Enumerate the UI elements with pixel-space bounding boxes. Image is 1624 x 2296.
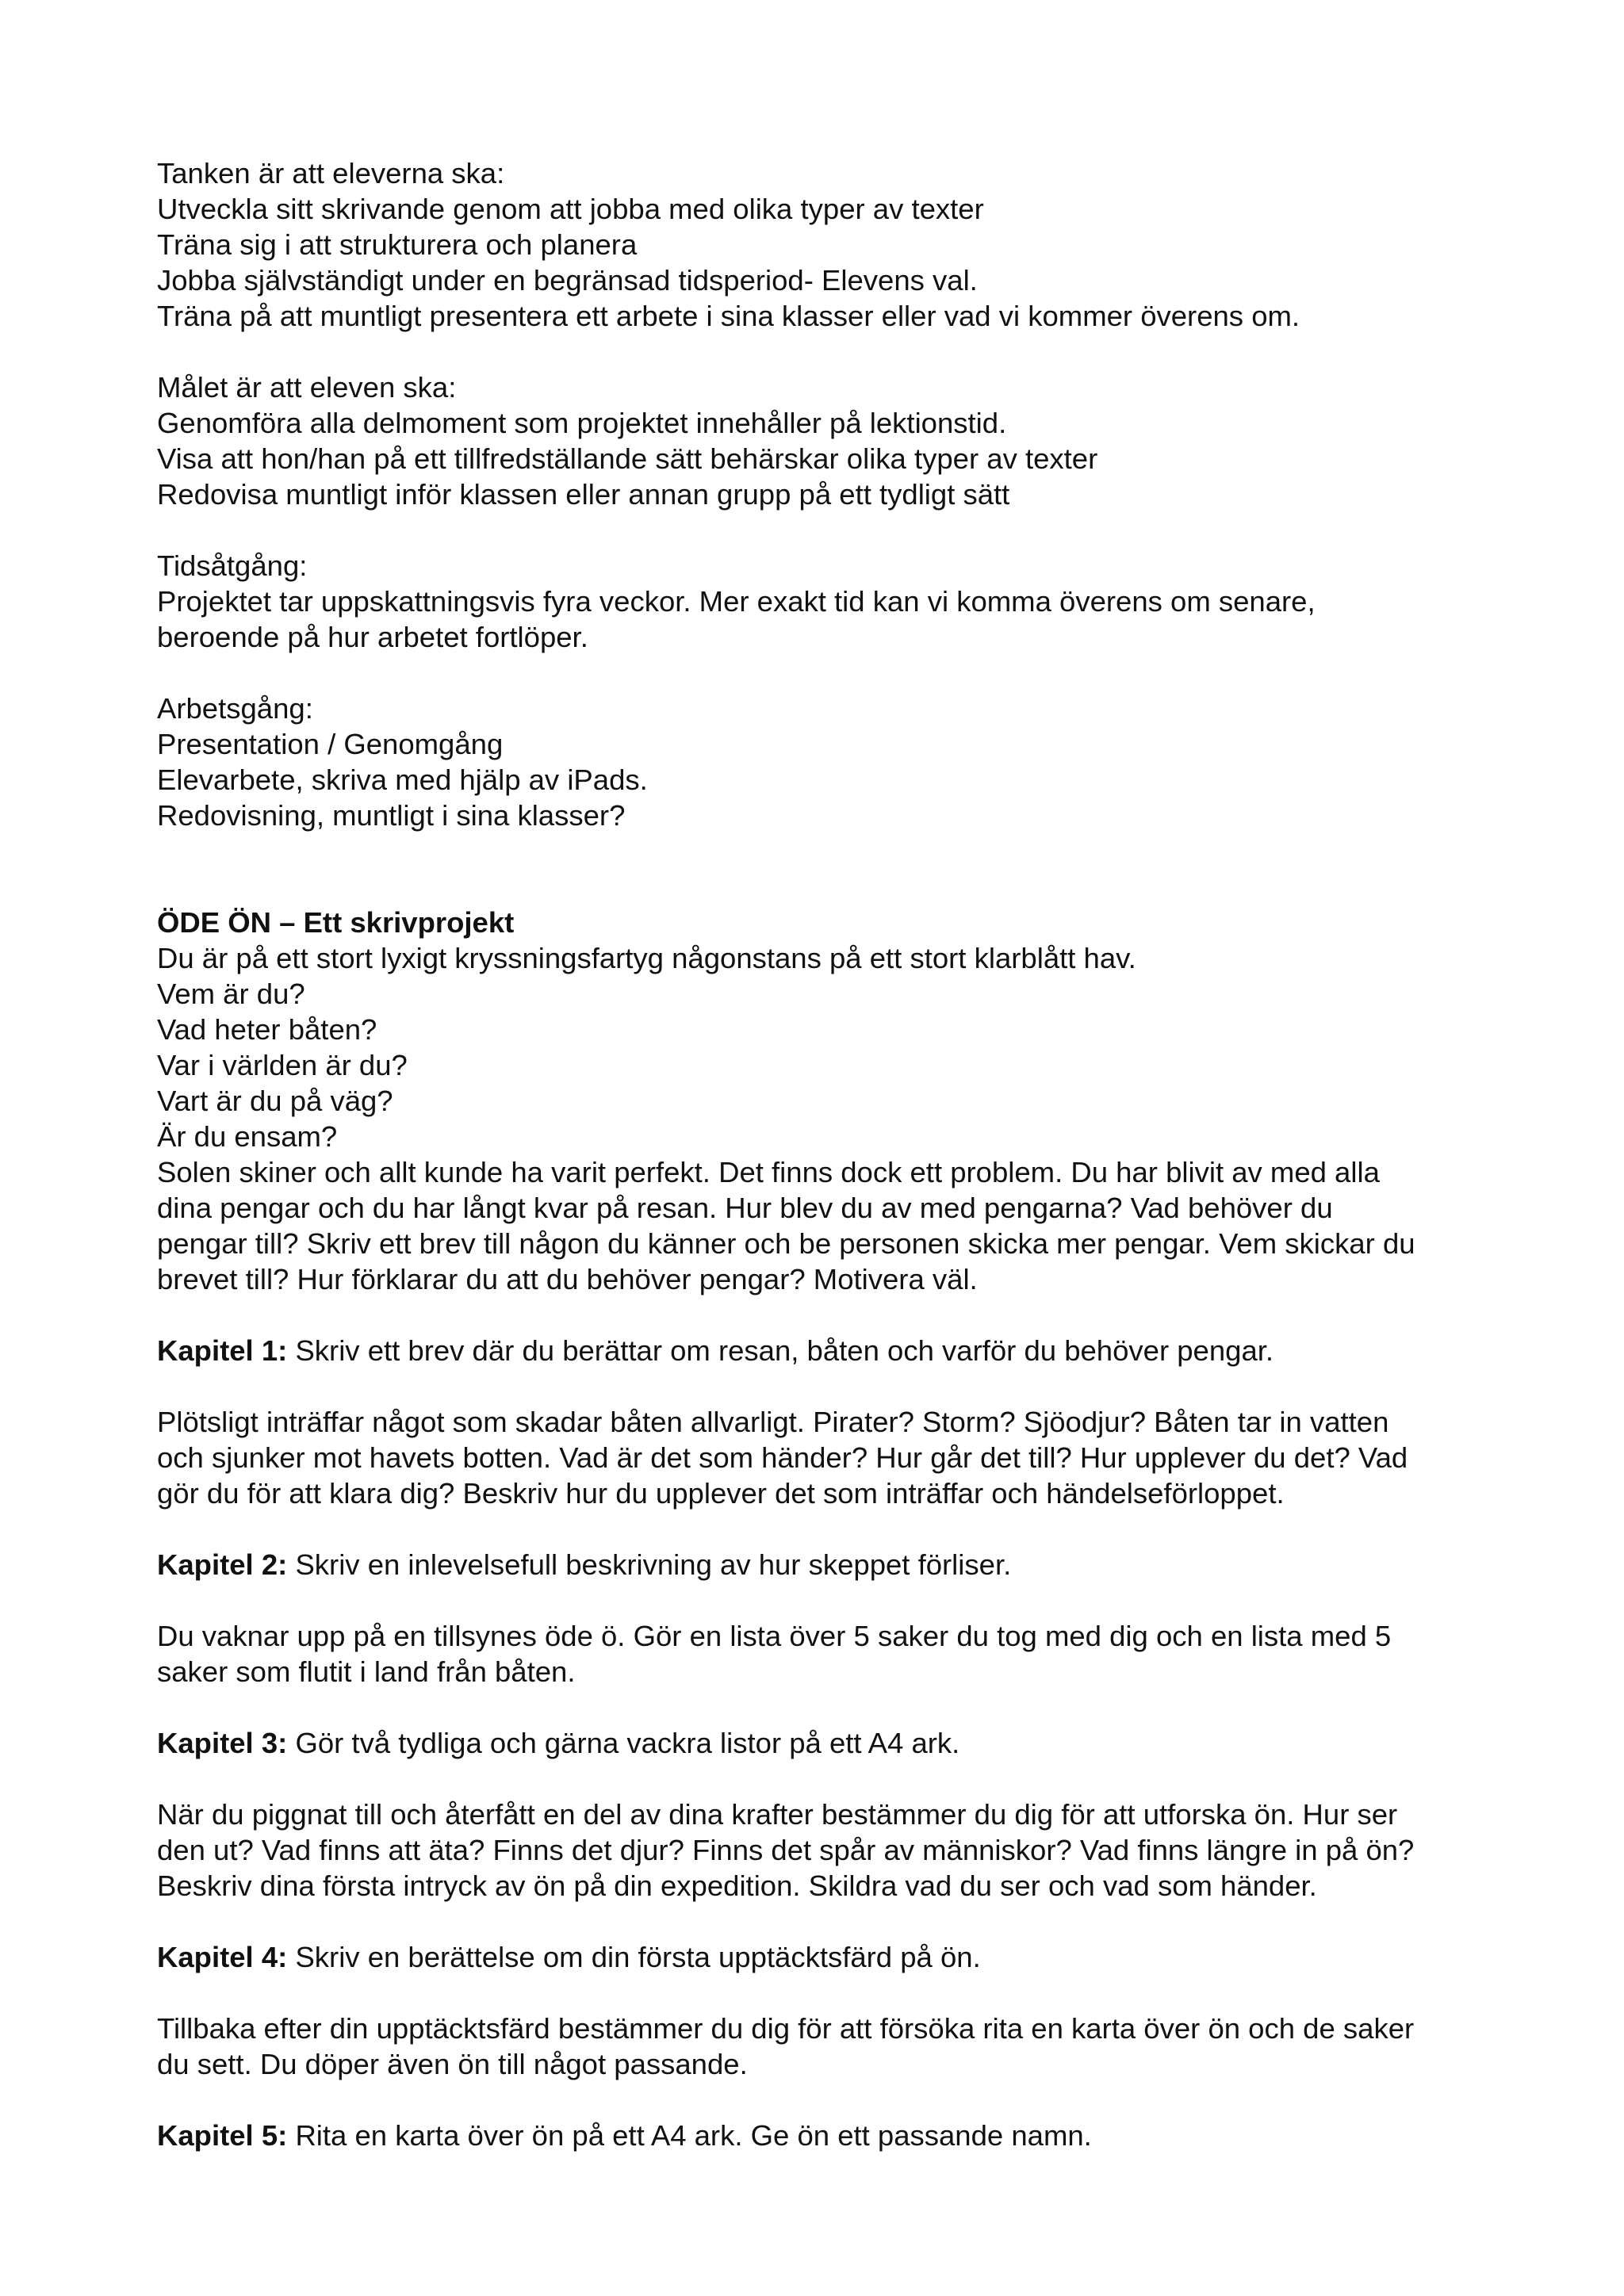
paragraph-line: och sjunker mot havets botten. Vad är det som händer? Hur går det till? Hur upplever du det? Vad — [157, 1441, 1408, 1474]
time-section — [157, 548, 1489, 655]
spacer — [157, 1689, 1489, 1725]
paragraph-line: saker som flutit i land från båten. — [157, 1655, 576, 1688]
workflow-heading: Arbetsgång: — [157, 692, 313, 725]
paragraph-line: den ut? Vad finns att äta? Finns det djur? Finns det spår av människor? Vad finns längre in på ön? — [157, 1834, 1415, 1866]
chapter-2 — [157, 1547, 1489, 1582]
workflow-item: Redovisning, muntligt i sina klasser? — [157, 799, 626, 832]
chapter-3-text: Gör två tydliga och gärna vackra listor på ett A4 ark. — [287, 1727, 960, 1759]
spacer — [157, 833, 1489, 905]
chapter-4-label: Kapitel 4: — [157, 1941, 288, 1973]
goals-section — [157, 369, 1489, 512]
project-intro-line: dina pengar och du har långt kvar på resan. Hur blev du av med pengarna? Vad behöver du — [157, 1192, 1333, 1224]
intro-section — [157, 155, 1489, 334]
document-page — [157, 155, 1489, 2153]
time-line: beroende på hur arbetet fortlöper. — [157, 621, 588, 653]
paragraph-line: Beskriv dina första intryck av ön på din expedition. Skildra vad du ser och vad som händer. — [157, 1869, 1317, 1902]
goals-heading: Målet är att eleven ska: — [157, 371, 457, 404]
chapter-5-text: Rita en karta över ön på ett A4 ark. Ge ön ett passande namn. — [287, 2119, 1092, 2152]
project-intro-line: Solen skiner och allt kunde ha varit perfekt. Det finns dock ett problem. Du har blivit av med alla — [157, 1156, 1380, 1188]
project-intro-line: pengar till? Skriv ett brev till någon du känner och be personen skicka mer pengar. Vem skickar du — [157, 1227, 1415, 1260]
chapter-1-label: Kapitel 1: — [157, 1334, 288, 1367]
spacer — [157, 1511, 1489, 1547]
project-intro-line: Vart är du på väg? — [157, 1085, 393, 1117]
chapter-1 — [157, 1333, 1489, 1368]
project-intro-line: Vad heter båten? — [157, 1013, 377, 1046]
chapter-2-text: Skriv en inlevelsefull beskrivning av hur skeppet förliser. — [287, 1548, 1012, 1581]
project-intro-line: brevet till? Hur förklarar du att du behöver pengar? Motivera väl. — [157, 1263, 978, 1295]
spacer — [157, 1761, 1489, 1797]
chapter-5-label: Kapitel 5: — [157, 2119, 288, 2152]
spacer — [157, 1297, 1489, 1333]
spacer — [157, 2082, 1489, 2118]
chapter-4 — [157, 1939, 1489, 1975]
chapter-1-text: Skriv ett brev där du berättar om resan, båten och varför du behöver pengar. — [287, 1334, 1274, 1367]
spacer — [157, 1582, 1489, 1618]
goals-item: Redovisa muntligt inför klassen eller annan grupp på ett tydligt sätt — [157, 478, 1010, 511]
chapter-3-label: Kapitel 3: — [157, 1727, 288, 1759]
intro-item: Träna sig i att strukturera och planera — [157, 228, 638, 261]
time-heading: Tidsåtgång: — [157, 549, 308, 582]
chapter-2-label: Kapitel 2: — [157, 1548, 288, 1581]
project-intro-line: Du är på ett stort lyxigt kryssningsfartyg någonstans på ett stort klarblått hav. — [157, 942, 1136, 974]
paragraph-line: Plötsligt inträffar något som skadar båten allvarligt. Pirater? Storm? Sjöodjur? Båten tar in vatten — [157, 1406, 1389, 1438]
project-intro-line: Vem är du? — [157, 978, 305, 1010]
paragraph-line: Du vaknar upp på en tillsynes öde ö. Gör en lista över 5 saker du tog med dig och en lista med 5 — [157, 1620, 1392, 1652]
chapter-5 — [157, 2118, 1489, 2153]
paragraph-line: Tillbaka efter din upptäcktsfärd bestämmer du dig för att försöka rita en karta över ön och de saker — [157, 2012, 1415, 2045]
paragraph-line: gör du för att klara dig? Beskriv hur du upplever det som inträffar och händelseförloppet. — [157, 1477, 1285, 1510]
workflow-section — [157, 691, 1489, 833]
workflow-item: Presentation / Genomgång — [157, 728, 504, 760]
intro-item: Träna på att muntligt presentera ett arbete i sina klasser eller vad vi kommer överens om. — [157, 300, 1300, 332]
intro-item: Jobba självständigt under en begränsad tidsperiod- Elevens val. — [157, 264, 978, 297]
paragraph-line: När du piggnat till och återfått en del av dina krafter bestämmer du dig för att utforska ön. Hur ser — [157, 1798, 1398, 1831]
spacer — [157, 1368, 1489, 1404]
spacer — [157, 512, 1489, 548]
chapter-4-text: Skriv en berättelse om din första upptäcktsfärd på ön. — [287, 1941, 981, 1973]
project-title: ÖDE ÖN – Ett skrivprojekt — [157, 906, 515, 939]
project-intro-line: Är du ensam? — [157, 1120, 338, 1153]
intro-item: Utveckla sitt skrivande genom att jobba med olika typer av texter — [157, 193, 984, 225]
project-section — [157, 905, 1489, 2153]
project-intro-line: Var i världen är du? — [157, 1049, 408, 1081]
paragraph-line: du sett. Du döper även ön till något passande. — [157, 2048, 748, 2080]
spacer — [157, 334, 1489, 369]
intro-heading: Tanken är att eleverna ska: — [157, 157, 505, 189]
spacer — [157, 1975, 1489, 2011]
chapter-3 — [157, 1725, 1489, 1761]
goals-item: Genomföra alla delmoment som projektet innehåller på lektionstid. — [157, 407, 1007, 439]
workflow-item: Elevarbete, skriva med hjälp av iPads. — [157, 763, 648, 796]
spacer — [157, 655, 1489, 691]
time-line: Projektet tar uppskattningsvis fyra veckor. Mer exakt tid kan vi komma överens om senare, — [157, 585, 1316, 618]
goals-item: Visa att hon/han på ett tillfredställande sätt behärskar olika typer av texter — [157, 442, 1098, 475]
spacer — [157, 1904, 1489, 1939]
